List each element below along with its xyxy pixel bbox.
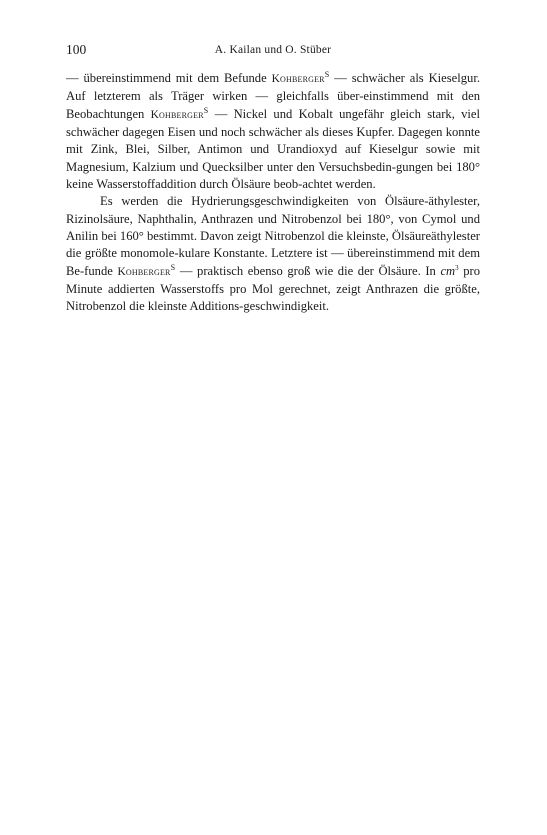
paragraph-2 [66,193,480,315]
text-segment: — praktisch ebenso groß wie die der Ölsäure. In [175,263,441,278]
text-segment: — schwächer als Kieselgur. Auf letzterem als Träger wirken — gleichfalls über-einstimmend mit den Beobachtungen [66,71,481,121]
running-head-title: A. Kailan und O. Stüber [214,44,332,56]
text-superscript: s [170,260,176,273]
text-segment: pro Minute addierten Wasserstoffs pro Mol gerechnet, zeigt Anthrazen die größte, Nitrobenzol die kleinste Additions-geschwindigkeit. [66,263,481,314]
text-segment: Es werden die Hydrierungsgeschwindigkeiten von Ölsäure-äthylester, Rizinolsäure, Naphthalin, Anthrazen und Nitrobenzol bei 180°, von Cymol und Anilin bei 160° bestimmt. Davon zeigt Nitrobenzol die kleinste, Ölsäureäthylester die größte monomole-kulare Konstante. Letztere ist — übereinstimmend mit dem Be-funde [66,194,480,278]
text-superscript: s [324,68,330,80]
text-segment: — übereinstimmend mit dem Befunde [66,71,272,85]
running-head [66,40,480,60]
author-name-kohberger: Kohberger [150,108,204,121]
page-number: 100 [66,42,87,57]
text-segment: — Nickel und Kobalt ungefähr gleich stark, viel schwächer dagegen Eisen und noch schwächer als dieses Kupfer. Dagegen konnte mit Zink, Blei, Silber, Antimon und Urandioxyd auf Kieselgur sowie mit Magnesium, Kalzium und Quecksilber unter den Versuchsbedin-gungen bei 180° keine Wasserstoffaddition durch Ölsäure beob-achtet werden. [66,106,481,192]
paragraph-1 [66,70,480,193]
author-name-kohberger: Kohberger [117,265,171,278]
text-superscript: s [203,103,209,116]
author-name-kohberger: Kohberger [271,73,325,85]
unit-cm: cm [440,263,456,278]
book-page [66,40,480,316]
unit-exponent: 3 [455,263,459,272]
body-text [66,70,480,316]
